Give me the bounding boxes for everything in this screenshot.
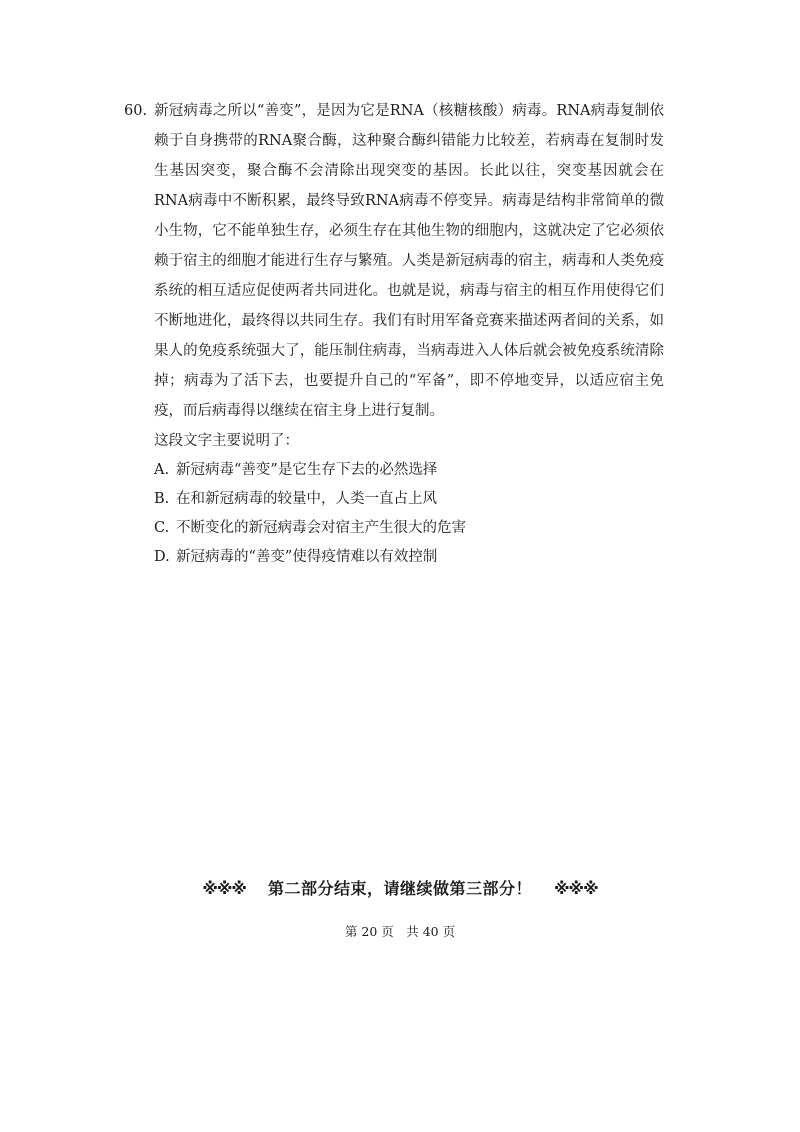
answer-options xyxy=(124,456,664,572)
option-a-text: 新冠病毒“善变”是它生存下去的必然选择 xyxy=(176,462,438,478)
option-b xyxy=(154,485,664,514)
option-a xyxy=(154,456,664,485)
page-number: 第 20 页 共 40 页 xyxy=(344,924,456,939)
option-b-text: 在和新冠病毒的较量中，人类一直占上风 xyxy=(176,491,437,507)
option-d-text: 新冠病毒的“善变”使得疫情难以有效控制 xyxy=(176,549,438,565)
question-60 xyxy=(124,96,664,572)
option-b-letter: B. xyxy=(154,491,170,507)
option-c-letter: C. xyxy=(154,520,170,536)
section-end-right-marks: ※※※ xyxy=(554,879,598,898)
question-passage-block xyxy=(124,96,664,426)
section-end-text: 第二部分结束，请继续做第三部分！ xyxy=(267,879,532,898)
section-end-left-marks: ※※※ xyxy=(202,879,246,898)
option-d-letter: D. xyxy=(154,549,170,565)
section-end-notice xyxy=(0,876,800,899)
option-a-letter: A. xyxy=(154,462,170,478)
option-d xyxy=(154,543,664,572)
question-passage: 新冠病毒之所以“善变”，是因为它是RNA（核糖核酸）病毒。RNA病毒复制依赖于自身携带的RNA聚合酶，这种聚合酶纠错能力比较差，若病毒在复制时发生基因突变，聚合酶不会清除出现突变的基因。长此以往，突变基因就会在RNA病毒中不断积累，最终导致RNA病毒不停变异。病毒是结构非常简单的微小生物，它不能单独生存，必须生存在其他生物的细胞内，这就决定了它必须依赖于宿主的细胞才能进行生存与繁殖。人类是新冠病毒的宿主，病毒和人类免疫系统的相互适应促使两者共同进化。也就是说，病毒与宿主的相互作用使得它们不断地进化，最终得以共同生存。我们有时用军备竞赛来描述两者间的关系，如果人的免疫系统强大了，能压制住病毒，当病毒进入人体后就会被免疫系统清除掉；病毒为了活下去，也要提升自己的“军备”，即不停地变异，以适应宿主免疫，而后病毒得以继续在宿主身上进行复制。 xyxy=(154,103,664,419)
question-stem: 这段文字主要说明了： xyxy=(154,433,299,449)
question-number: 60. xyxy=(124,103,148,119)
option-c xyxy=(154,514,664,543)
option-c-text: 不断变化的新冠病毒会对宿主产生很大的危害 xyxy=(176,520,466,536)
